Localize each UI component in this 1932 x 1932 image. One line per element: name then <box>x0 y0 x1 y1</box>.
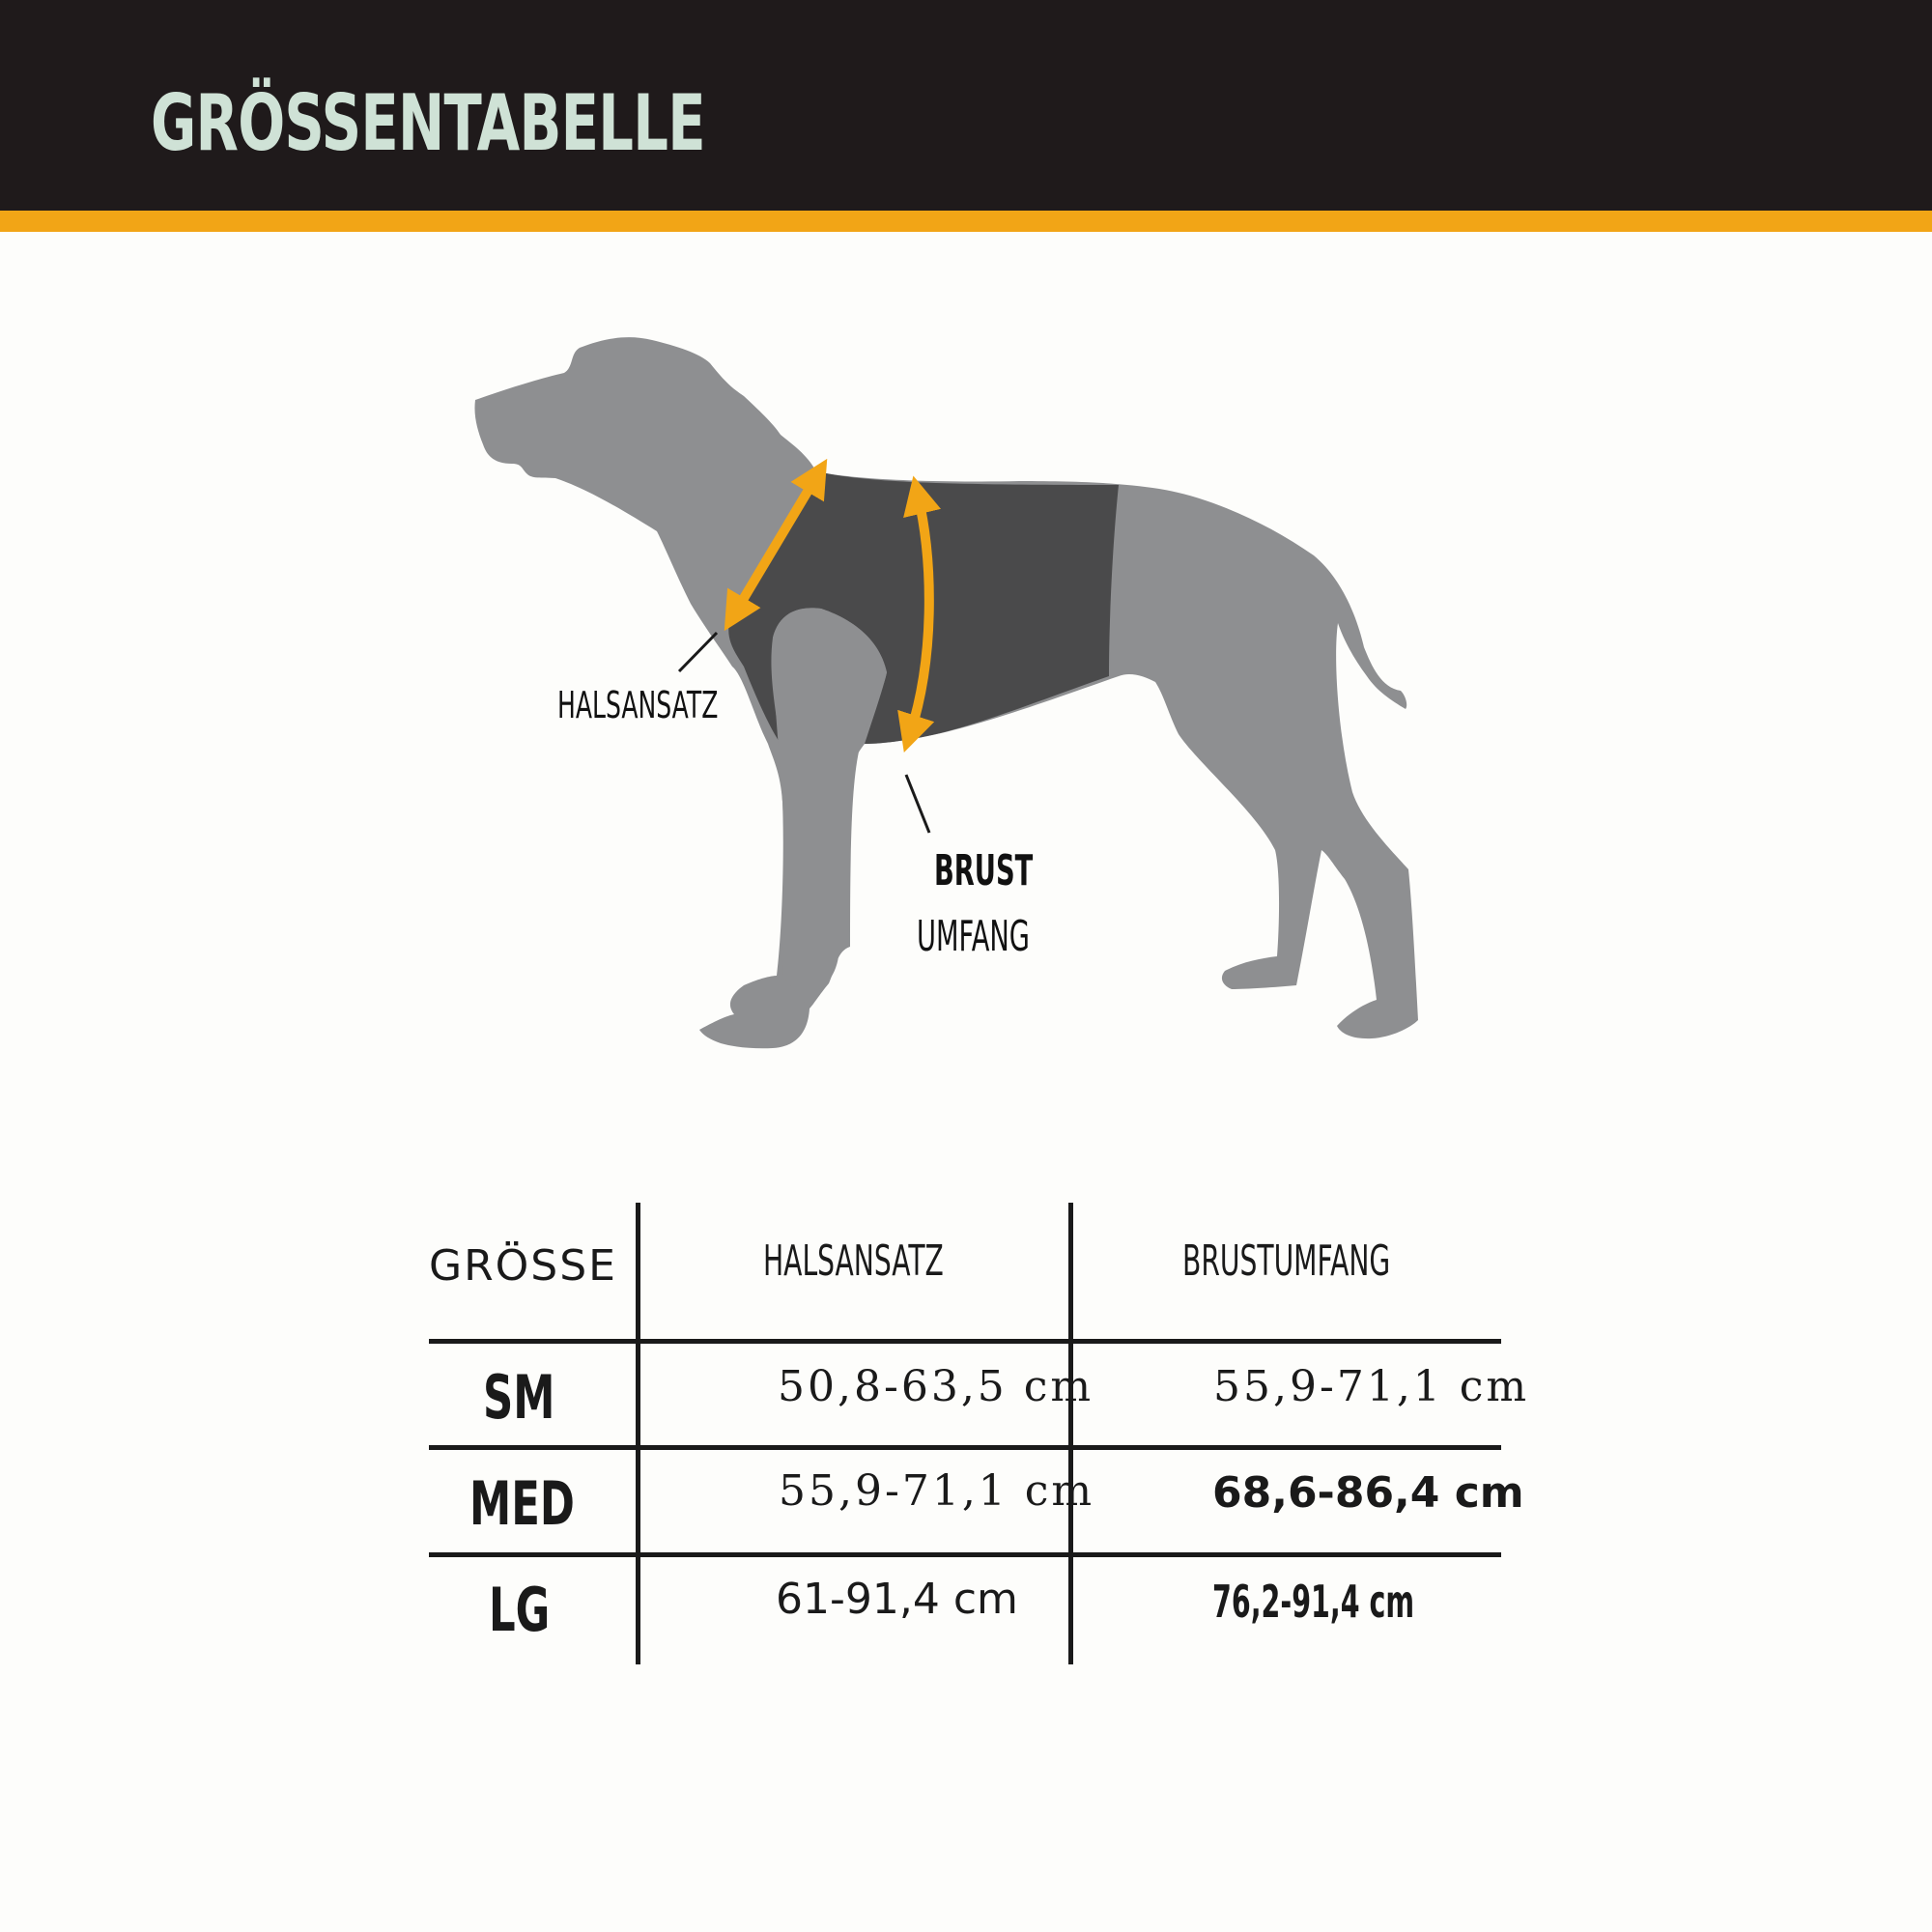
table-divider-vertical <box>636 1203 640 1664</box>
chest-label-line2: UMFANG <box>917 912 1030 961</box>
table-divider-horizontal <box>429 1445 1501 1450</box>
table-row-neck-value: 55,9-71,1 cm <box>779 1466 1095 1516</box>
neck-label: HALSANSATZ <box>557 684 719 726</box>
table-row-chest-value: 55,9-71,1 cm <box>1213 1362 1530 1411</box>
table-row-chest-value: 68,6-86,4 cm <box>1212 1468 1524 1518</box>
table-row-size: SM <box>483 1362 555 1433</box>
table-row-size: MED <box>469 1468 575 1539</box>
page-title: GRÖSSENTABELLE <box>151 78 705 168</box>
table-divider-vertical <box>1068 1203 1073 1664</box>
foreleg <box>773 608 887 1009</box>
table-divider-horizontal <box>429 1339 1501 1344</box>
table-row-neck-value: 61-91,4 cm <box>776 1575 1018 1624</box>
table-header-size: GRÖSSE <box>429 1241 617 1291</box>
table-row-neck-value: 50,8-63,5 cm <box>778 1362 1094 1411</box>
table-divider-horizontal <box>429 1552 1501 1557</box>
table-header-neck: HALSANSATZ <box>763 1236 944 1286</box>
neck-pointer-line <box>679 633 717 671</box>
chest-pointer-line <box>906 775 929 833</box>
table-row-chest-value: 76,2-91,4 cm <box>1212 1576 1415 1628</box>
table-row-size: LG <box>489 1575 551 1645</box>
table-header-chest: BRUSTUMFANG <box>1182 1236 1391 1286</box>
chest-label-line1: BRUST <box>934 846 1034 895</box>
